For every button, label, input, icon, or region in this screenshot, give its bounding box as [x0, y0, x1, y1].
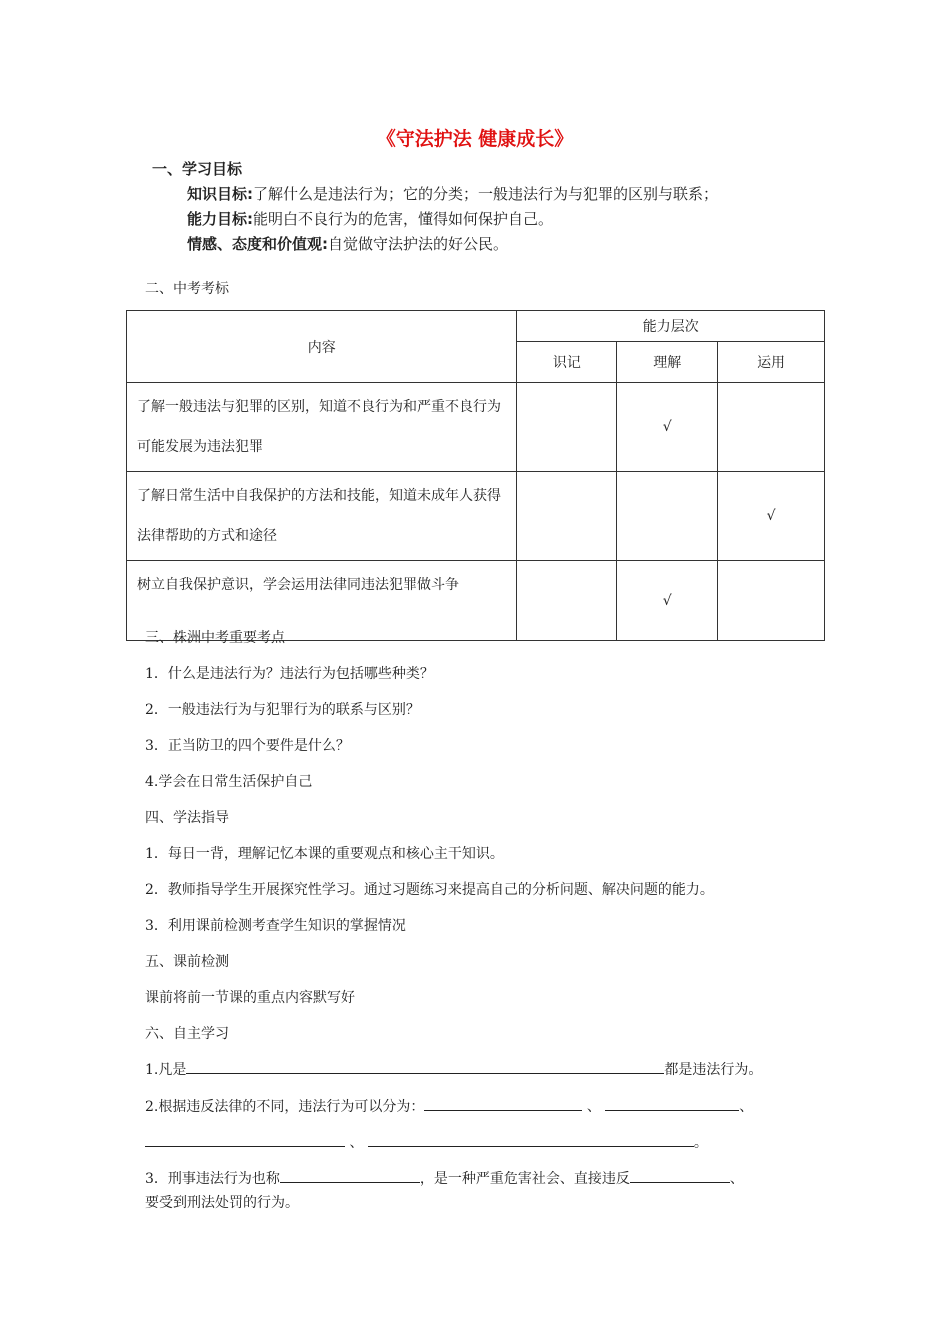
q3-mid: ，是一种严重危害社会、直接违反	[419, 1171, 630, 1187]
q2-end: 。	[693, 1135, 708, 1151]
level-understand: 理解	[617, 342, 718, 383]
answer-blank[interactable]	[186, 1059, 664, 1074]
question-2	[145, 1096, 753, 1116]
answer-blank[interactable]	[145, 1132, 345, 1147]
answer-blank[interactable]	[280, 1168, 420, 1183]
list-item: 1．什么是违法行为？违法行为包括哪些种类？	[145, 666, 434, 682]
section5-heading: 五、课前检测	[145, 954, 229, 970]
list-item: 4.学会在日常生活保护自己	[145, 774, 313, 790]
list-item: 1．每日一背，理解记忆本课的重要观点和核心主干知识。	[145, 846, 504, 862]
list-item: 3．利用课前检测考查学生知识的掌握情况	[145, 918, 406, 934]
section4-heading: 四、学法指导	[145, 810, 229, 826]
level-apply: 运用	[718, 342, 825, 383]
goal-label: 能力目标:	[187, 210, 253, 228]
q2-prefix: 2.根据违反法律的不同，违法行为可以分为：	[145, 1099, 425, 1115]
row-content: 树立自我保护意识，学会运用法律同违法犯罪做斗争	[127, 561, 517, 641]
goal-label: 知识目标:	[187, 185, 253, 203]
row-content: 了解日常生活中自我保护的方法和技能，知道未成年人获得法律帮助的方式和途径	[127, 472, 517, 561]
section2-heading: 二、中考考标	[145, 281, 229, 297]
q3-prefix: 3．刑事违法行为也称	[145, 1171, 280, 1187]
check-cell: √	[718, 472, 825, 561]
goal-text: 了解什么是违法行为；它的分类；一般违法行为与犯罪的区别与联系；	[253, 185, 719, 203]
section1-heading: 一、学习目标	[152, 160, 243, 178]
separator: 、	[739, 1099, 754, 1115]
check-cell: √	[617, 561, 718, 641]
check-cell	[517, 383, 617, 472]
list-item: 2．一般违法行为与犯罪行为的联系与区别？	[145, 702, 420, 718]
section3-heading: 三、株洲中考重要考点	[145, 630, 285, 646]
check-cell	[517, 561, 617, 641]
question-3	[145, 1168, 744, 1188]
question-2-line2	[145, 1132, 708, 1152]
q1-prefix: 1.凡是	[145, 1062, 187, 1078]
page-title: 《守法护法 健康成长》	[376, 128, 574, 150]
separator: 、	[586, 1099, 601, 1115]
question-1	[145, 1059, 762, 1079]
check-cell	[517, 472, 617, 561]
check-cell: √	[617, 383, 718, 472]
section5-text: 课前将前一节课的重点内容默写好	[145, 990, 355, 1006]
level-memorize: 识记	[517, 342, 617, 383]
list-item: 2．教师指导学生开展探究性学习。通过习题练习来提高自己的分析问题、解决问题的能力。	[145, 882, 714, 898]
answer-blank[interactable]	[424, 1096, 582, 1111]
level-header: 能力层次	[517, 311, 825, 342]
section6-heading: 六、自主学习	[145, 1026, 229, 1042]
row-content: 了解一般违法与犯罪的区别，知道不良行为和严重不良行为可能发展为违法犯罪	[127, 383, 517, 472]
goal-ability	[187, 208, 553, 229]
check-cell	[718, 383, 825, 472]
answer-blank[interactable]	[630, 1168, 730, 1183]
goal-label: 情感、态度和价值观:	[187, 235, 328, 253]
answer-blank[interactable]	[605, 1096, 739, 1111]
goal-attitude	[187, 233, 508, 254]
content-header: 内容	[127, 311, 517, 383]
exam-standards-table	[126, 310, 825, 641]
answer-blank[interactable]	[368, 1132, 694, 1147]
separator: 、	[349, 1135, 364, 1151]
goal-text: 能明白不良行为的危害，懂得如何保护自己。	[253, 210, 554, 228]
q3-end: 、	[729, 1171, 744, 1187]
question-3-line2: 要受到刑法处罚的行为。	[145, 1195, 299, 1211]
check-cell	[718, 561, 825, 641]
check-cell	[617, 472, 718, 561]
q1-suffix: 都是违法行为。	[664, 1062, 763, 1078]
list-item: 3．正当防卫的四个要件是什么？	[145, 738, 350, 754]
goal-knowledge	[187, 183, 718, 204]
table-row	[127, 383, 825, 472]
goal-text: 自觉做守法护法的好公民。	[328, 235, 509, 253]
table-row	[127, 472, 825, 561]
